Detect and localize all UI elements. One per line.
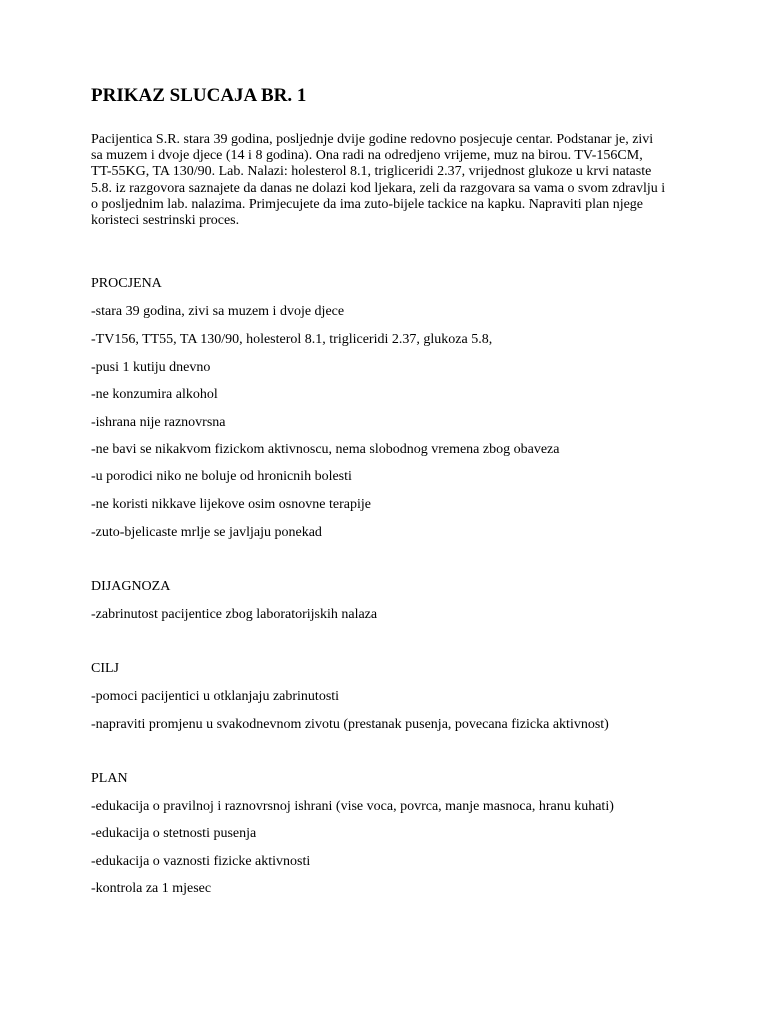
list-item: -kontrola za 1 mjesec [91, 881, 212, 896]
list-item: -napraviti promjenu u svakodnevnom zivotu (prestanak pusenja, povecana fizicka aktivnost) [91, 717, 609, 732]
case-description-line: Pacijentica S.R. stara 39 godina, posljednje dvije godine redovno posjecuje centar. Podstanar je, zivi [91, 132, 654, 147]
document-page [91, 0, 691, 1024]
list-item: -ne koristi nikkave lijekove osim osnovne terapije [91, 497, 371, 512]
case-description-line: sa muzem i dvoje djece (14 i 8 godina). Ona radi na odredjeno vrijeme, muz na birou. TV-156CM, [91, 148, 643, 164]
list-item: -pusi 1 kutiju dnevno [91, 360, 211, 375]
list-item: -TV156, TT55, TA 130/90, holesterol 8.1, trigliceridi 2.37, glukoza 5.8, [91, 332, 493, 347]
list-item: -edukacija o vaznosti fizicke aktivnosti [91, 854, 311, 869]
case-description-line: 5.8. iz razgovora saznajete da danas ne dolazi kod ljekara, zeli da razgovara sa vama o svom zdravlju i [91, 180, 666, 196]
list-item: -ne konzumira alkohol [91, 387, 218, 402]
list-item: -pomoci pacijentici u otklanjaju zabrinutosti [91, 689, 340, 704]
list-item: -ne bavi se nikakvom fizickom aktivnoscu, nema slobodnog vremena zbog obaveza [91, 442, 560, 457]
section-heading-procjena: PROCJENA [91, 276, 162, 291]
case-description-line: koristeci sestrinski proces. [91, 213, 240, 229]
list-item: -edukacija o stetnosti pusenja [91, 826, 257, 841]
list-item: -ishrana nije raznovrsna [91, 415, 226, 430]
list-item: -zuto-bjelicaste mrlje se javljaju ponekad [91, 525, 322, 540]
list-item: -stara 39 godina, zivi sa muzem i dvoje djece [91, 304, 345, 319]
section-heading-cilj: CILJ [91, 661, 119, 676]
list-item: -edukacija o pravilnoj i raznovrsnoj ishrani (vise voca, povrca, manje masnoca, hranu kuhati) [91, 799, 614, 814]
case-description-line: o posljednim lab. nalazima. Primjecujete da ima zuto-bijele tackice na kapku. Napraviti plan njege [91, 196, 644, 212]
case-description [91, 132, 691, 229]
list-item: -u porodici niko ne boluje od hronicnih bolesti [91, 469, 352, 484]
case-description-line: TT-55KG, TA 130/90. Lab. Nalazi: holesterol 8.1, trigliceridi 2.37, vrijednost glukoze u krvi nataste [91, 164, 652, 180]
section-heading-plan: PLAN [91, 771, 128, 786]
list-item: -zabrinutost pacijentice zbog laboratorijskih nalaza [91, 607, 378, 622]
section-heading-dijagnoza: DIJAGNOZA [91, 579, 171, 594]
document-title: PRIKAZ SLUCAJA BR. 1 [91, 85, 307, 106]
